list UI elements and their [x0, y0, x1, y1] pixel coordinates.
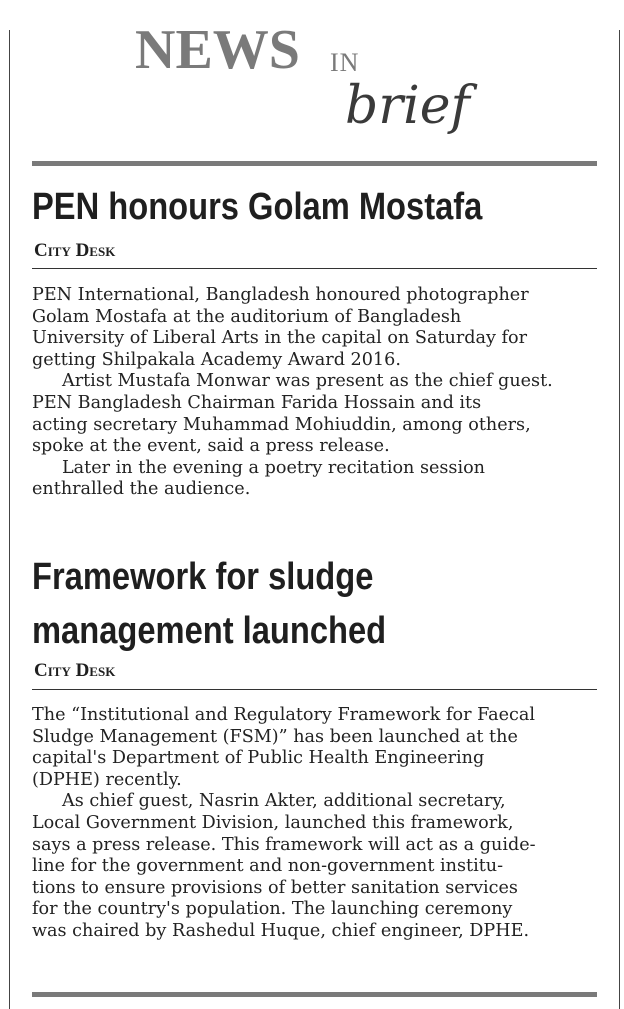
text-line: Sludge Management (FSM)” has been launched at the	[32, 726, 518, 747]
masthead-brief: brief	[345, 76, 470, 136]
article-paragraph	[32, 458, 599, 501]
text-line: (DPHE) recently.	[32, 769, 182, 790]
article-byline: City Desk	[34, 240, 116, 261]
text-line: Later in the evening a poetry recitation session	[62, 457, 486, 478]
headline-line: Framework for sludge	[32, 556, 374, 598]
text-line: says a press release. This framework will act as a guide-	[32, 834, 536, 855]
text-line: acting secretary Muhammad Mohiuddin, among others,	[32, 414, 531, 435]
text-line: was chaired by Rashedul Huque, chief engineer, DPHE.	[32, 920, 530, 941]
text-line: Local Government Division, launched this framework,	[32, 812, 514, 833]
text-line: University of Liberal Arts in the capital on Saturday for	[32, 328, 528, 349]
column-rule-left	[9, 30, 10, 1009]
masthead-news: NEWS	[135, 19, 300, 81]
text-line: As chief guest, Nasrin Akter, additional secretary,	[62, 791, 506, 812]
text-line: getting Shilpakala Academy Award 2016.	[32, 349, 401, 370]
text-line: line for the government and non-government institu-	[32, 856, 504, 877]
bottom-rule	[32, 992, 597, 997]
text-line: PEN International, Bangladesh honoured photographer	[32, 285, 529, 305]
article-paragraph	[32, 371, 599, 457]
text-line: tions to ensure provisions of better sanitation services	[32, 877, 518, 898]
text-line: spoke at the event, said a press release.	[32, 436, 390, 457]
headline-line: PEN honours Golam Mostafa	[32, 186, 483, 228]
text-line: Artist Mustafa Monwar was present as the chief guest.	[62, 371, 553, 392]
byline-rule	[32, 689, 597, 690]
article-headline	[32, 180, 522, 234]
text-line: enthralled the audience.	[32, 479, 251, 500]
article-paragraph	[32, 285, 599, 371]
text-line: The “Institutional and Regulatory Framework for Faecal	[32, 705, 535, 725]
text-line: for the country's population. The launching ceremony	[32, 899, 513, 920]
text-line: capital's Department of Public Health Engineering	[32, 748, 485, 769]
article-paragraph	[32, 791, 599, 942]
headline-line: management launched	[32, 610, 387, 652]
masthead-in: IN	[330, 48, 360, 77]
article-headline	[32, 550, 522, 658]
article-body	[32, 705, 599, 943]
column-rule-right	[619, 30, 620, 1009]
article-paragraph	[32, 705, 599, 791]
text-line: PEN Bangladesh Chairman Farida Hossain and its	[32, 392, 482, 413]
masthead-rule	[32, 161, 597, 166]
article-byline: City Desk	[34, 660, 116, 681]
section-masthead	[135, 18, 515, 143]
text-line: Golam Mostafa at the auditorium of Bangladesh	[32, 306, 462, 327]
byline-rule	[32, 268, 597, 269]
article-body	[32, 285, 599, 501]
